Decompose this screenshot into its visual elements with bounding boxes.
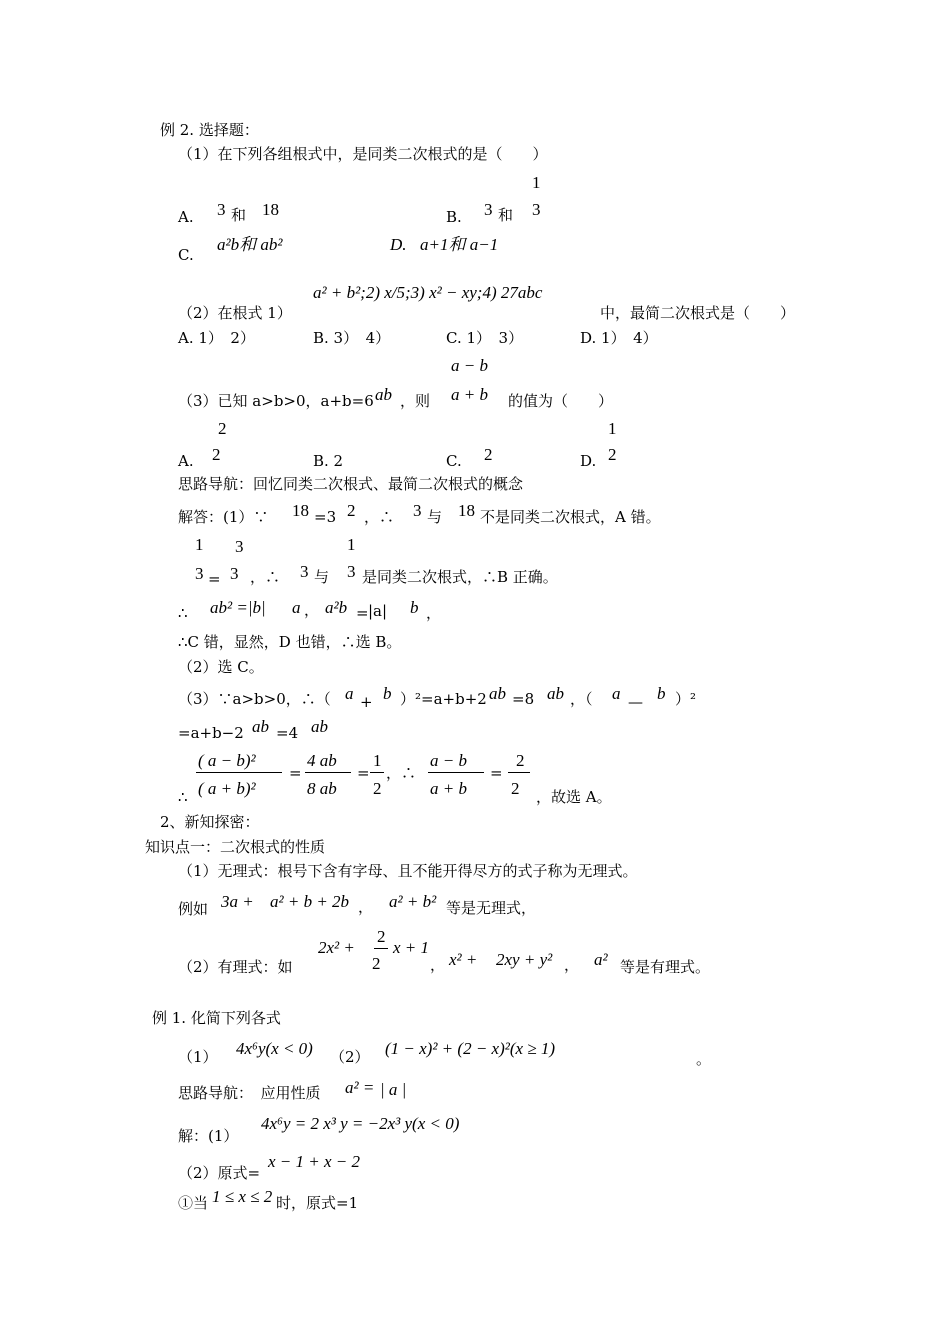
sol-line8-frac4-num: a − b [430, 751, 467, 770]
q3-fraction-denominator: a + b [451, 385, 488, 404]
sol-line8-frac2-den: 8 ab [307, 779, 337, 798]
q1-option-c-label: C. [178, 246, 194, 264]
sol-line8-frac1-den: ( a + b)² [198, 779, 256, 798]
sol-line6-sqrt-a: a [345, 684, 354, 703]
q1-option-a-value1: 3 [217, 200, 226, 219]
sol-line1-18b: 18 [458, 501, 475, 520]
sol-line3-a: a [292, 598, 301, 617]
q3-stem: （3）已知 a>b>0，a+b=6 [178, 392, 374, 410]
irrational-expr3: a² + b² [389, 892, 437, 911]
sol-line6-sqrt-b2: b [657, 684, 666, 703]
ex1-case1-expr: 1 ≤ x ≤ 2 [212, 1187, 273, 1206]
q3-option-d-den: 2 [608, 445, 617, 464]
sol-line3-therefore: ∴ [178, 604, 188, 622]
sol-line7-ab: ab [252, 717, 269, 736]
sol-line2-therefore: ，∴ [250, 568, 281, 586]
sol-line2-fnum: 1 [347, 535, 356, 554]
example-1-title: 例 1. 化简下列各式 [152, 1009, 281, 1027]
q2-tail: 中，最简二次根式是（ ） [600, 304, 796, 322]
ex1-part1-expr: 4x⁶y(x < 0) [236, 1039, 313, 1058]
q1-option-d-expr: a+1和 a−1 [420, 235, 499, 254]
q1-option-b-value1: 3 [484, 200, 493, 219]
q3-fraction-numerator: a − b [451, 356, 488, 375]
sol-line8-therefore: ∴ [178, 788, 188, 806]
ex1-part2-label: （2） [330, 1048, 370, 1066]
rational-definition: （2）有理式：如 [178, 958, 293, 976]
sol-line8-frac1-num: ( a − b)² [198, 751, 256, 770]
sol-line8-frac5-num: 2 [516, 751, 525, 770]
q1-stem: （1）在下列各组根式中，是同类二次根式的是（ ） [178, 145, 548, 163]
sol-line3-abs: |a| [368, 602, 388, 620]
sol-line8-frac4-bar [428, 772, 484, 773]
ex1-hint-abs: | a | [380, 1080, 407, 1099]
sol-line8-frac3-bar [370, 772, 384, 773]
sol-line2-fden: 3 [347, 562, 356, 581]
rational-expr2b: 2xy + y² [496, 950, 553, 969]
irrational-expr1: 3a + [221, 892, 254, 911]
q2-option-d: D. 1） 4） [580, 329, 658, 347]
ex1-case1-tail: 时，原式=1 [276, 1194, 359, 1212]
rational-expr1a: 2x² + [318, 938, 355, 957]
sol-line6-end: ）² [675, 690, 697, 708]
sol-line6-eq8: =8 [512, 690, 535, 708]
rational-tail: 等是有理式。 [620, 958, 711, 976]
q1-option-d-label: D. [390, 235, 407, 254]
ex1-hint: 思路导航： 应用性质 [178, 1084, 321, 1102]
sol-line8-eq1: = [289, 764, 302, 782]
q2-stem: （2）在根式 1） [178, 304, 292, 322]
rational-expr1-bar [374, 948, 388, 949]
q3-option-d-num: 1 [608, 419, 617, 438]
sol-line2-3: 3 [300, 562, 309, 581]
sol-line1-start: 解答：(1）∵ [178, 508, 269, 526]
sol-line3-expr1: ab² =|b| [210, 598, 266, 617]
sol-line8-tail: ，故选 A。 [536, 788, 612, 806]
irrational-definition: （1）无理式：根号下含有字母、且不能开得尽方的式子称为无理式。 [178, 862, 638, 880]
irrational-comma: ， [358, 898, 374, 916]
sol-line8-frac2-num: 4 ab [307, 751, 337, 770]
irrational-expr2: a² + b + 2b [270, 892, 350, 911]
sol-line1-therefore: ，∴ [364, 508, 395, 526]
sol-line6-ab2: ab [547, 684, 564, 703]
ex1-solution2-expr: x − 1 + x − 2 [268, 1152, 361, 1171]
hint-line: 思路导航：回忆同类二次根式、最简二次根式的概念 [178, 475, 524, 493]
sol-line1-tail: 不是同类二次根式，A 错。 [480, 508, 661, 526]
q3-option-d-label: D. [580, 452, 597, 470]
ex1-solution2-label: （2）原式= [178, 1164, 261, 1182]
q2-expression: a² + b²;2) x/5;3) x² − xy;4) 27abc [313, 283, 543, 302]
sol-line6-plus: + [360, 693, 373, 711]
sol-line8-frac4-den: a + b [430, 779, 467, 798]
irrational-tail: 等是无理式， [446, 899, 537, 917]
ex1-solution-expr: 4x⁶y = 2 x³ y = −2x³ y(x < 0) [261, 1114, 460, 1133]
q3-option-a-num: 2 [218, 419, 227, 438]
ex1-solution-label: 解：(1） [178, 1127, 239, 1145]
rational-expr1-den: 2 [372, 954, 381, 973]
sol-line2-num: 1 [195, 535, 204, 554]
q1-option-a-value2: 18 [262, 200, 279, 219]
q1-option-c-expr: a²b和 ab² [217, 235, 283, 254]
q1-option-a-and: 和 [231, 206, 247, 224]
knowledge-point-1: 知识点一：二次根式的性质 [145, 838, 326, 856]
sol-line2-yu: 与 [314, 568, 330, 586]
sol-line2-den2: 3 [230, 564, 239, 583]
sol-line6-start: （3）∵a>b>0，∴（ [178, 690, 331, 708]
rational-comma2: ， [564, 956, 580, 974]
sol-line6-paren: ，（ [570, 690, 593, 708]
q3-option-a-den: 2 [212, 445, 221, 464]
q3-tail: 的值为（ ） [508, 392, 614, 410]
ex1-end: 。 [696, 1050, 712, 1068]
sol-line7-start: =a+b−2 [178, 724, 244, 742]
sol-line3-eq: = [356, 604, 369, 622]
sol-line1-18: 18 [292, 501, 309, 520]
sol-line3-end: ， [426, 604, 442, 622]
sol-line1-3: 3 [413, 501, 422, 520]
example-2-title: 例 2. 选择题： [160, 121, 259, 139]
q2-option-b: B. 3） 4） [313, 329, 391, 347]
sol-line1-eq: =3 [314, 508, 337, 526]
rational-expr2a: x² + [449, 950, 478, 969]
rational-expr1b: x + 1 [393, 938, 430, 957]
sol-line2-tail: 是同类二次根式，∴B 正确。 [362, 568, 558, 586]
q3-option-a-label: A. [178, 452, 194, 470]
rational-comma1: ， [430, 956, 446, 974]
sol-line3-expr2: a²b [325, 598, 348, 617]
q1-option-a-label: A. [178, 208, 194, 226]
q3-ab: ab [375, 385, 392, 404]
sol-line2-num2: 3 [235, 537, 244, 556]
ex1-part2-expr: (1 − x)² + (2 − x)²(x ≥ 1) [385, 1039, 556, 1058]
q3-option-c-label: C. [446, 452, 462, 470]
q1-option-b-den: 3 [532, 200, 541, 219]
q2-option-c: C. 1） 3） [446, 329, 524, 347]
sol-line7-ab2: ab [311, 717, 328, 736]
q1-option-b-num: 1 [532, 173, 541, 192]
sol-line2-den: 3 [195, 564, 204, 583]
sol-line6-ab: ab [489, 684, 506, 703]
sol-line4: ∴C 错，显然，D 也错，∴选 B。 [178, 633, 402, 651]
irrational-eg-label: 例如 [178, 900, 209, 918]
ex1-case1-start: ①当 [178, 1194, 209, 1212]
sol-line6-mid: ）²=a+b+2 [400, 690, 487, 708]
sol-line5: （2）选 C。 [178, 658, 264, 676]
sol-line8-frac3-den: 2 [373, 779, 382, 798]
sol-line8-frac5-den: 2 [511, 779, 520, 798]
sol-line8-frac5-bar [508, 772, 530, 773]
sol-line8-frac2-bar [305, 772, 351, 773]
q1-option-b-label: B. [446, 208, 462, 226]
sol-line2-eq: = [208, 570, 221, 588]
sol-line1-2: 2 [347, 501, 356, 520]
sol-line8-frac1-bar [196, 772, 282, 773]
sol-line6-sqrt-b: b [383, 684, 392, 703]
rational-expr3: a² [594, 950, 608, 969]
ex1-hint-expr: a² = [345, 1078, 375, 1097]
sol-line1-yu: 与 [427, 508, 443, 526]
rational-expr1-num: 2 [377, 927, 386, 946]
q3-option-c-value: 2 [484, 445, 493, 464]
sol-line3-b: b [410, 598, 419, 617]
section-2-title: 2、新知探密： [160, 813, 260, 831]
sol-line6-sqrt-a2: a [612, 684, 621, 703]
q1-option-b-and: 和 [498, 206, 514, 224]
ex1-part1-label: （1） [178, 1048, 218, 1066]
sol-line7-eq: =4 [276, 724, 299, 742]
q3-option-b: B. 2 [313, 452, 344, 470]
sol-line6-minus: — [628, 693, 643, 711]
q2-option-a: A. 1） 2） [178, 329, 255, 347]
q3-then: ，则 [400, 392, 431, 410]
sol-line8-eq2: = [357, 764, 370, 782]
sol-line8-frac3-num: 1 [373, 751, 382, 770]
sol-line8-eq3: = [490, 764, 503, 782]
sol-line8-therefore2: ，∴ [386, 764, 417, 782]
sol-line3-comma: ， [304, 601, 320, 619]
